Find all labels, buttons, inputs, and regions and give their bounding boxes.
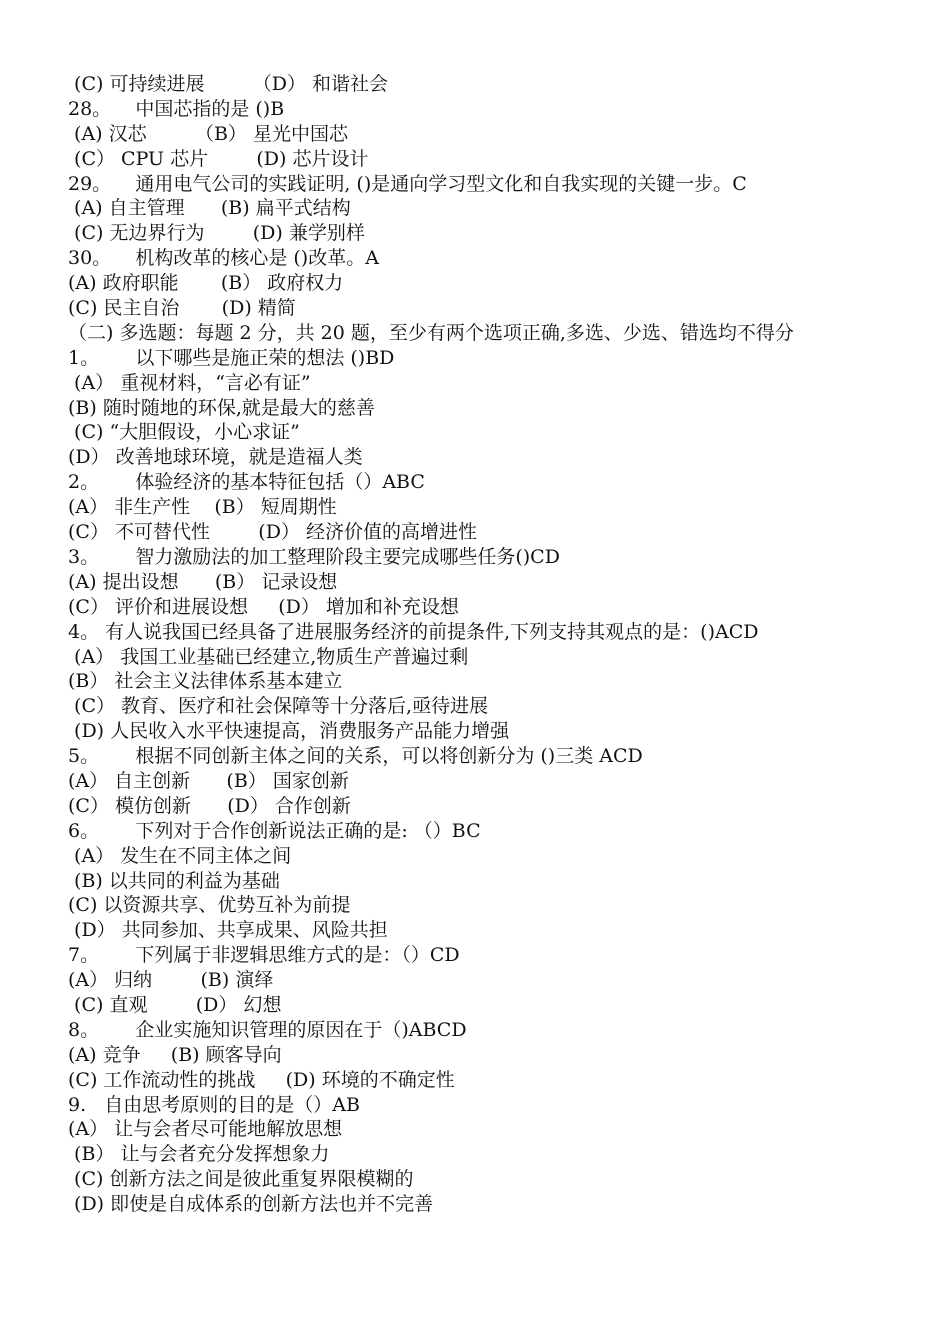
option-line: (A) 竞争 (B) 顾客导向: [68, 1043, 282, 1066]
question-6: 6。 下列对于合作创新说法正确的是: （）BC: [68, 819, 481, 842]
option-line: (D） 改善地球环境，就是造福人类: [68, 446, 363, 469]
section-heading-multiple-choice: （二) 多选题：每题 2 分，共 20 题，至少有两个选项正确,多选、少选、错选均不得分: [68, 321, 794, 344]
question-1: 1。 以下哪些是施正荣的想法 ()BD: [68, 346, 395, 369]
question-30: 30。 机构改革的核心是 ()改革。A: [68, 247, 379, 270]
option-line: (D) 即使是自成体系的创新方法也并不完善: [68, 1193, 434, 1216]
option-line: (A） 重视材料，“言必有证”: [68, 371, 311, 394]
option-line: (A） 发生在不同主体之间: [68, 844, 292, 867]
option-line: (C) 可持续进展 （D） 和谐社会: [68, 73, 389, 95]
option-line: (C) 创新方法之间是彼此重复界限模糊的: [68, 1168, 414, 1191]
option-line: (A) 提出设想 (B） 记录设想: [68, 570, 338, 593]
option-line: (C） 评价和进展设想 (D） 增加和补充设想: [68, 595, 459, 618]
option-line: (A) 汉芯 （B） 星光中国芯: [68, 122, 348, 145]
question-2: 2。 体验经济的基本特征包括（）ABC: [68, 471, 425, 494]
option-line: (C) 直观 (D） 幻想: [68, 993, 282, 1016]
option-line: (C) 工作流动性的挑战 (D) 环境的不确定性: [68, 1068, 455, 1091]
question-9: 9. 自由思考原则的目的是（）AB: [68, 1093, 360, 1116]
option-line: (A） 让与会者尽可能地解放思想: [68, 1118, 343, 1141]
question-28: 28。 中国芯指的是 ()B: [68, 97, 285, 120]
question-5: 5。 根据不同创新主体之间的关系，可以将创新分为 ()三类 ACD: [68, 745, 643, 768]
option-line: (D) 人民收入水平快速提高，消费服务产品能力增强: [68, 720, 510, 743]
option-line: (C) 无边界行为 (D) 兼学别样: [68, 222, 365, 245]
option-line: (B） 让与会者充分发挥想象力: [68, 1143, 330, 1166]
question-3: 3。 智力激励法的加工整理阶段主要完成哪些任务()CD: [68, 545, 560, 568]
option-line: (A） 自主创新 (B） 国家创新: [68, 769, 349, 792]
option-line: (C) 民主自治 (D) 精简: [68, 297, 296, 320]
question-7: 7。 下列属于非逻辑思维方式的是：（）CD: [68, 944, 460, 967]
option-line: (A） 我国工业基础已经建立,物质生产普遍过剩: [68, 645, 469, 668]
option-line: (C） 不可替代性 (D） 经济价值的高增进性: [68, 521, 477, 544]
option-line: (C) “大胆假设，小心求证”: [68, 421, 300, 444]
option-line: (A) 政府职能 (B） 政府权力: [68, 272, 344, 295]
option-line: (B） 社会主义法律体系基本建立: [68, 670, 343, 693]
question-4: 4。 有人说我国已经具备了进展服务经济的前提条件,下列支持其观点的是：()ACD: [68, 620, 759, 643]
option-line: (B) 以共同的利益为基础: [68, 869, 280, 892]
option-line: (C) 以资源共享、优势互补为前提: [68, 894, 351, 917]
option-line: (C） CPU 芯片 (D) 芯片设计: [68, 147, 369, 170]
option-line: (C） 模仿创新 (D） 合作创新: [68, 794, 351, 817]
document-body: [68, 72, 898, 1217]
option-line: (B) 随时随地的环保,就是最大的慈善: [68, 396, 375, 419]
option-line: (A） 非生产性 (B） 短周期性: [68, 496, 337, 519]
question-8: 8。 企业实施知识管理的原因在于（)ABCD: [68, 1018, 467, 1041]
question-29: 29。 通用电气公司的实践证明, ()是通向学习型文化和自我实现的关键一步。C: [68, 172, 747, 195]
option-line: (D） 共同参加、共享成果、风险共担: [68, 919, 388, 942]
option-line: (A） 归纳 (B) 演绎: [68, 969, 274, 992]
option-line: (C） 教育、医疗和社会保障等十分落后,亟待进展: [68, 695, 489, 718]
option-line: (A) 自主管理 (B) 扁平式结构: [68, 197, 351, 220]
